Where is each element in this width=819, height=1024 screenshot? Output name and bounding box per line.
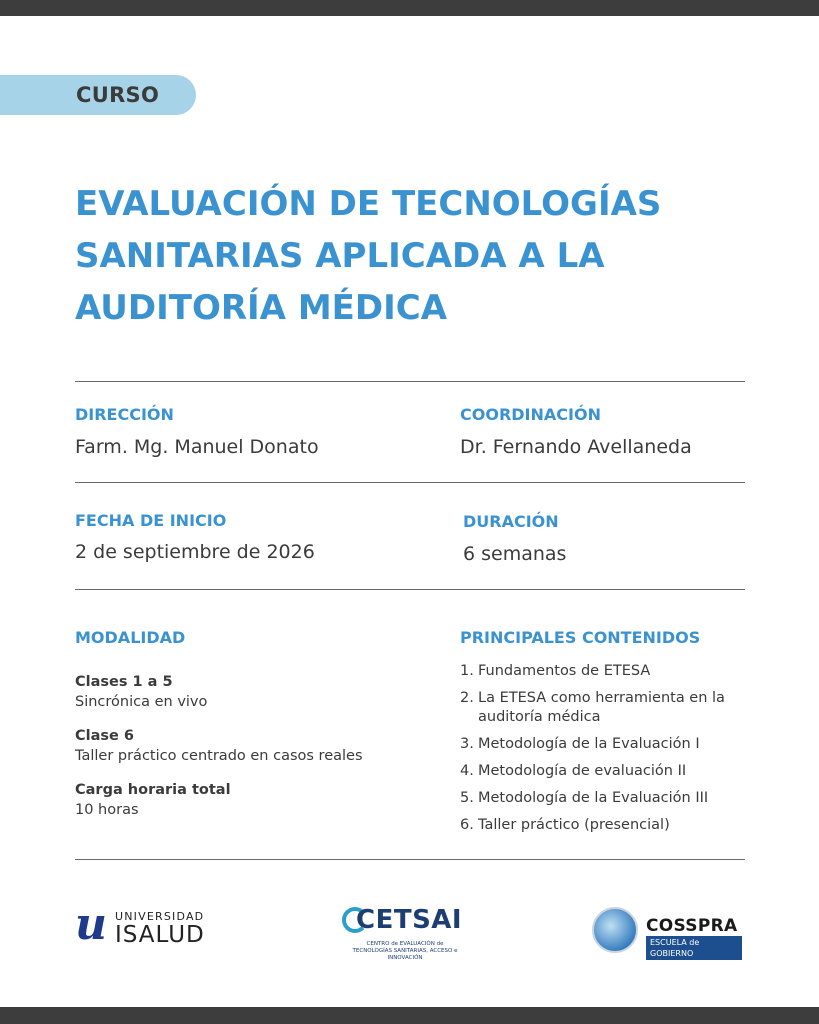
- cetsai-logo-name: CETSAI: [356, 905, 463, 935]
- list-item: [460, 735, 760, 754]
- isalud-logo: [75, 899, 215, 950]
- course-title-line: AUDITORÍA MÉDICA: [75, 288, 448, 328]
- bottom-bar: [0, 1007, 819, 1024]
- fecha-label: FECHA DE INICIO: [75, 511, 227, 530]
- modalidad-item-text: 10 horas: [75, 802, 139, 818]
- isalud-logo-line2: ISALUD: [115, 922, 205, 948]
- cosspra-logo-name: COSSPRA: [646, 916, 738, 936]
- list-item-number: 4.: [460, 763, 474, 779]
- fecha-value: 2 de septiembre de 2026: [75, 541, 315, 563]
- list-item-text: Metodología de la Evaluación I: [478, 736, 700, 752]
- course-title-line: SANITARIAS APLICADA A LA: [75, 236, 605, 276]
- modalidad-label: MODALIDAD: [75, 628, 186, 647]
- modalidad-item-text: Sincrónica en vivo: [75, 694, 208, 710]
- cetsai-logo-subtitle: CENTRO de EVALUACIÓN de TECNOLOGÍAS SANITARIAS, ACCESO e INNOVACIÓN: [352, 941, 458, 961]
- modalidad-item: [75, 780, 435, 820]
- top-bar: [0, 0, 819, 16]
- contenidos-label: PRINCIPALES CONTENIDOS: [460, 628, 701, 647]
- isalud-logo-mark: u: [75, 899, 107, 950]
- list-item-number: 5.: [460, 790, 474, 806]
- course-title: [75, 178, 755, 334]
- list-item: [460, 816, 760, 835]
- list-item: [460, 689, 760, 727]
- direccion-label: DIRECCIÓN: [75, 405, 174, 424]
- list-item: [460, 662, 760, 681]
- cosspra-logo: [592, 907, 742, 957]
- modalidad-item-text: Taller práctico centrado en casos reales: [75, 748, 363, 764]
- list-item-text: Metodología de evaluación II: [478, 763, 687, 779]
- list-item-number: 1.: [460, 663, 474, 679]
- contenidos-list: [460, 662, 760, 843]
- duracion-label: DURACIÓN: [463, 512, 559, 531]
- modalidad-item-heading: Clase 6: [75, 728, 134, 744]
- list-item-number: 2.: [460, 690, 474, 706]
- coordinacion-value: Dr. Fernando Avellaneda: [460, 436, 692, 458]
- divider: [75, 589, 745, 590]
- modalidad-item-heading: Clases 1 a 5: [75, 674, 173, 690]
- list-item-number: 3.: [460, 736, 474, 752]
- isalud-logo-line1: UNIVERSIDAD: [115, 910, 205, 923]
- course-badge-label: CURSO: [76, 83, 160, 107]
- list-item: [460, 789, 760, 808]
- divider: [75, 381, 745, 382]
- list-item: [460, 762, 760, 781]
- list-item-text: La ETESA como herramienta en la auditoría médica: [478, 690, 725, 725]
- list-item-text: Taller práctico (presencial): [478, 817, 670, 833]
- modalidad-item: [75, 726, 435, 766]
- cetsai-logo: [340, 905, 490, 961]
- modalidad-item: [75, 672, 435, 712]
- duracion-value: 6 semanas: [463, 543, 567, 565]
- list-item-text: Fundamentos de ETESA: [478, 663, 651, 679]
- divider: [75, 859, 745, 860]
- globe-icon: [592, 907, 638, 953]
- modalidad-item-heading: Carga horaria total: [75, 782, 231, 798]
- direccion-value: Farm. Mg. Manuel Donato: [75, 436, 319, 458]
- course-title-line: EVALUACIÓN DE TECNOLOGÍAS: [75, 184, 662, 224]
- divider: [75, 482, 745, 483]
- coordinacion-label: COORDINACIÓN: [460, 405, 601, 424]
- cosspra-logo-subtitle: ESCUELA de GOBIERNO: [646, 936, 742, 960]
- course-badge: [0, 75, 196, 115]
- list-item-number: 6.: [460, 817, 474, 833]
- list-item-text: Metodología de la Evaluación III: [478, 790, 709, 806]
